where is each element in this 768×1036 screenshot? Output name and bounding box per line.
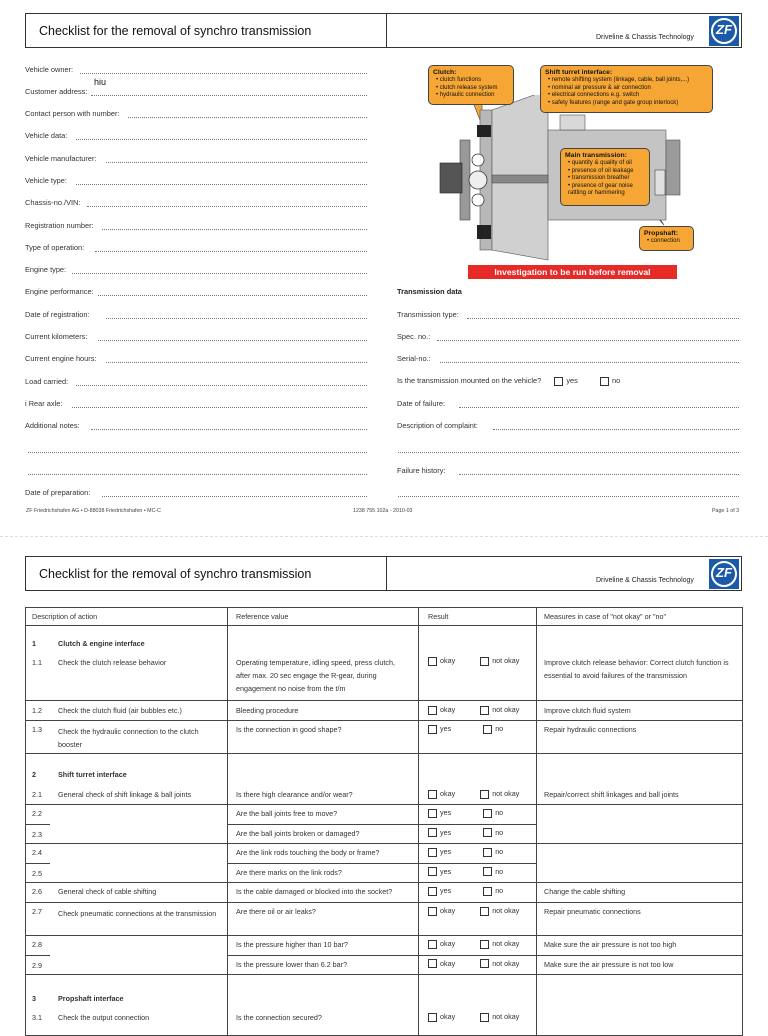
field-label: Additional notes:	[25, 421, 80, 430]
table-row-3-1: 3 Propshaft interface 3.1 Check the output connection Is the connection secured? okay not okay	[26, 975, 743, 1036]
main-transmission-callout: Main transmission: • quantity & quality of oil • presence of oil leakage • transmission breather • presence of gear noise rattling or hammering	[560, 148, 650, 206]
result-2-9-okay[interactable]	[428, 959, 437, 968]
field-input-line[interactable]	[102, 496, 367, 497]
failure-field-label: Date of failure:	[397, 399, 446, 408]
transmission-field-input-line[interactable]	[440, 362, 739, 363]
field-input-line[interactable]	[80, 73, 367, 74]
table-row-2-9: Is the pressure lower than 6.2 bar? okay not okay Make sure the air pressure is not too low	[26, 955, 743, 975]
field-label: Load carried:	[25, 377, 69, 386]
page1-title: Checklist for the removal of synchro transmission	[39, 24, 312, 38]
mounted-no-checkbox[interactable]	[600, 377, 609, 386]
field-label: Vehicle manufacturer:	[25, 154, 97, 163]
table-row-2-5: Are there marks on the link rods? yes no	[26, 863, 743, 883]
clutch-callout: Clutch: • clutch functions • clutch release system • hydraulic connection	[428, 65, 514, 105]
mounted-yes-label: yes	[566, 376, 578, 385]
table-row-2-7: 2.7 Check pneumatic connections at the transmission Are there oil or air leaks? okay not okay Repair pneumatic connections	[26, 903, 743, 936]
result-2-8-not-okay[interactable]	[480, 940, 489, 949]
field-label: i Rear axle:	[25, 399, 63, 408]
result-2-5-no[interactable]	[483, 867, 492, 876]
table-row-1-3: 1.3 Check the hydraulic connection to the clutch booster Is the connection in good shape? yes no Repair hydraulic connections	[26, 721, 743, 754]
table-row-1-2: 1.2 Check the clutch fluid (air bubbles etc.) Bleeding procedure okay not okay Improve clutch fluid system	[26, 701, 743, 721]
result-2-7-not-okay[interactable]	[480, 907, 489, 916]
field-label: Customer address:	[25, 87, 88, 96]
table-header-row	[26, 608, 743, 626]
result-1-2-not-okay[interactable]	[480, 706, 489, 715]
table-row-1-1: 1 Clutch & engine interface 1.1 Check the clutch release behavior Operating temperature, idling speed, press clutch, after max. 20 sec engage the R-gear, during engagement no noise from the t/m okay not okay Improve clutch release behavior: Correct clutch function is essential to avoid failures of the transmission	[26, 626, 743, 701]
table-row-2-2: 2.2 2.3 Are the ball joints free to move? yes no	[26, 805, 743, 825]
checklist-table	[25, 607, 743, 1036]
field-input-line[interactable]	[106, 162, 367, 163]
investigation-banner: Investigation to be run before removal	[468, 265, 677, 279]
field-input-line[interactable]	[76, 385, 367, 386]
field-label: Vehicle type:	[25, 176, 67, 185]
table-row-2-6: 2.6 General check of cable shifting Is the cable damaged or blocked into the socket? yes no Change the cable shifting	[26, 883, 743, 903]
field-input-line[interactable]	[98, 340, 367, 341]
result-2-7-okay[interactable]	[428, 907, 437, 916]
field-input-line[interactable]	[76, 184, 367, 185]
table-row-2-3: Are the ball joints broken or damaged? yes no	[26, 824, 743, 844]
field-label: Registration number:	[25, 221, 94, 230]
field-input-line[interactable]	[87, 206, 367, 207]
result-3-1-not-okay[interactable]	[480, 1013, 489, 1022]
col-header-action: Description of action	[26, 608, 228, 626]
col-header-result: Result	[419, 608, 537, 626]
mounted-question-row: Is the transmission mounted on the vehicle? yes no	[397, 376, 621, 385]
result-1-2-okay[interactable]	[428, 706, 437, 715]
field-input-line[interactable]	[98, 295, 367, 296]
result-2-1-okay[interactable]	[428, 790, 437, 799]
shift-turret-callout: Shift turret interface: • remote shifting system (linkage, cable, ball joints,...) • nominal air pressure & air connection • electrical connections e.g. switch • safety features (range and gate group interlock)	[540, 65, 713, 113]
mounted-yes-checkbox[interactable]	[554, 377, 563, 386]
result-3-1-okay[interactable]	[428, 1013, 437, 1022]
table-row-2-4: 2.4 2.5 Are the link rods touching the body or frame? yes no	[26, 844, 743, 864]
field-label: Current kilometers:	[25, 332, 88, 341]
transmission-field-label: Transmission type:	[397, 310, 459, 319]
page2-header	[25, 556, 742, 591]
field-input-line[interactable]	[106, 318, 367, 319]
result-2-6-no[interactable]	[483, 887, 492, 896]
failure-field-label: Description of complaint:	[397, 421, 478, 430]
failure-field-input-line[interactable]	[398, 452, 739, 453]
page1-brand: Driveline & Chassis Technology	[596, 34, 694, 41]
page1-header	[25, 13, 742, 48]
handwritten-address: hiu	[94, 77, 107, 87]
footer-page: Page 1 of 3	[712, 508, 740, 514]
transmission-field-input-line[interactable]	[467, 318, 739, 319]
propshaft-callout: Propshaft: • connection	[639, 226, 694, 251]
mounted-no-label: no	[611, 376, 621, 385]
failure-field-input-line[interactable]	[459, 474, 739, 475]
result-1-3-no[interactable]	[483, 725, 492, 734]
col-header-reference: Reference value	[228, 608, 419, 626]
field-input-line[interactable]	[91, 429, 367, 430]
result-2-2-yes[interactable]	[428, 809, 437, 818]
failure-field-input-line[interactable]	[398, 496, 739, 497]
field-label: Vehicle owner:	[25, 65, 74, 74]
result-2-1-not-okay[interactable]	[480, 790, 489, 799]
section-3-title: Propshaft interface	[58, 994, 124, 1003]
field-label: Vehicle data:	[25, 131, 68, 140]
transmission-field-label: Spec. no.:	[397, 332, 431, 341]
result-2-4-no[interactable]	[483, 848, 492, 857]
failure-field-label: Failure history:	[397, 466, 446, 475]
section-2-title: Shift turret interface	[58, 770, 127, 779]
field-label: Type of operation:	[25, 243, 85, 252]
field-input-line[interactable]	[128, 117, 367, 118]
zf-logo: ZF	[709, 16, 739, 46]
field-input-line[interactable]	[91, 95, 367, 96]
field-label: Engine type:	[25, 265, 67, 274]
footer-docnumber: 1238 755 102a - 2010-03	[353, 508, 413, 514]
page1-title-cell	[26, 14, 387, 47]
field-input-line[interactable]	[76, 139, 367, 140]
result-2-3-no[interactable]	[483, 828, 492, 837]
transmission-field-label: Serial-no.:	[397, 354, 431, 363]
failure-field-input-line[interactable]	[459, 407, 739, 408]
page2-brand: Driveline & Chassis Technology	[596, 577, 694, 584]
result-2-3-yes[interactable]	[428, 828, 437, 837]
page2-title: Checklist for the removal of synchro transmission	[39, 567, 312, 581]
transmission-field-input-line[interactable]	[437, 340, 739, 341]
section-1-title: Clutch & engine interface	[58, 639, 145, 648]
field-label: Date of preparation:	[25, 488, 91, 497]
field-input-line[interactable]	[28, 474, 367, 475]
transmission-data-title: Transmission data	[397, 287, 462, 296]
zf-logo-2: ZF	[709, 559, 739, 589]
field-label: Engine performance:	[25, 287, 94, 296]
field-input-line[interactable]	[106, 362, 367, 363]
field-input-line[interactable]	[72, 407, 367, 408]
page2-title-cell	[26, 557, 387, 590]
table-row-2-1: 2 Shift turret interface 2.1 General check of shift linkage & ball joints Is there high clearance and/or wear? okay not okay Repair/correct shift linkages and ball joints	[26, 754, 743, 805]
field-label: Date of registration:	[25, 310, 90, 319]
field-input-line[interactable]	[102, 229, 367, 230]
result-2-8-okay[interactable]	[428, 940, 437, 949]
result-1-3-yes[interactable]	[428, 725, 437, 734]
result-2-2-no[interactable]	[483, 809, 492, 818]
col-header-measures: Measures in case of "not okay" or "no"	[537, 608, 743, 626]
result-2-4-yes[interactable]	[428, 848, 437, 857]
result-1-1-not-okay[interactable]	[480, 657, 489, 666]
field-input-line[interactable]	[72, 273, 367, 274]
page-separator	[0, 536, 768, 537]
field-label: Chassis-no./VIN:	[25, 198, 81, 207]
field-input-line[interactable]	[28, 452, 367, 453]
failure-field-input-line[interactable]	[493, 429, 739, 430]
result-1-1-okay[interactable]	[428, 657, 437, 666]
footer-company: ZF Friedrichshafen AG • D-88038 Friedrichshafen • MC-C	[26, 508, 162, 514]
table-row-2-8: 2.8 2.9 Is the pressure higher than 10 bar? okay not okay Make sure the air pressure is not too high	[26, 936, 743, 956]
field-label: Contact person with number:	[25, 109, 120, 118]
field-input-line[interactable]	[95, 251, 367, 252]
field-label: Current engine hours:	[25, 354, 97, 363]
result-2-5-yes[interactable]	[428, 867, 437, 876]
result-2-6-yes[interactable]	[428, 887, 437, 896]
result-2-9-not-okay[interactable]	[480, 959, 489, 968]
